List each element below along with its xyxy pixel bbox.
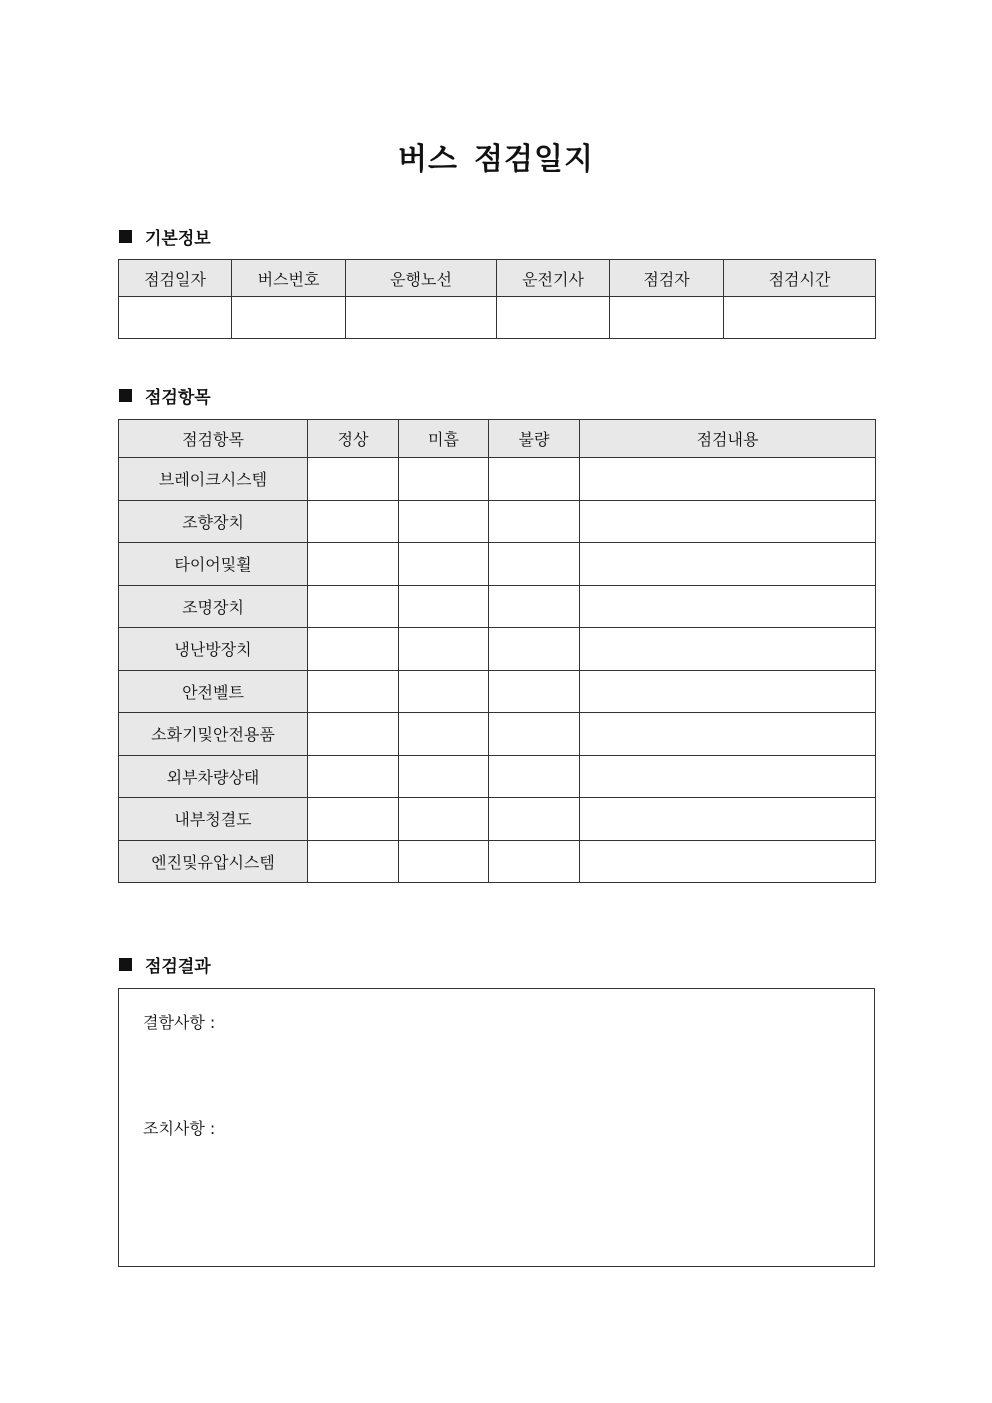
item-label: 조명장치 — [119, 585, 308, 628]
normal-cell[interactable] — [308, 628, 399, 671]
defective-cell[interactable] — [489, 798, 580, 841]
normal-cell[interactable] — [308, 840, 399, 883]
table-row — [119, 297, 876, 339]
defective-cell[interactable] — [489, 585, 580, 628]
square-bullet-icon — [119, 389, 132, 402]
inspection-items-table — [118, 419, 876, 883]
col-header-inspection-date: 점검일자 — [119, 260, 232, 297]
normal-cell[interactable] — [308, 755, 399, 798]
details-cell[interactable] — [580, 458, 876, 501]
col-header-normal: 정상 — [308, 420, 399, 458]
normal-cell[interactable] — [308, 500, 399, 543]
normal-cell[interactable] — [308, 458, 399, 501]
col-header-insufficient: 미흡 — [399, 420, 489, 458]
actions-label: 조치사항 : — [143, 1119, 216, 1138]
section-basic-info-heading — [119, 224, 211, 249]
col-header-route: 운행노선 — [346, 260, 497, 297]
details-cell[interactable] — [580, 543, 876, 586]
insufficient-cell[interactable] — [399, 713, 489, 756]
details-cell[interactable] — [580, 798, 876, 841]
item-label: 외부차량상태 — [119, 755, 308, 798]
details-cell[interactable] — [580, 500, 876, 543]
inspection-date-field[interactable] — [119, 297, 232, 339]
table-row — [119, 585, 876, 628]
table-row — [119, 840, 876, 883]
item-label: 냉난방장치 — [119, 628, 308, 671]
square-bullet-icon — [119, 958, 132, 971]
insufficient-cell[interactable] — [399, 628, 489, 671]
details-cell[interactable] — [580, 628, 876, 671]
insufficient-cell[interactable] — [399, 755, 489, 798]
section-result-heading — [119, 952, 211, 977]
normal-cell[interactable] — [308, 543, 399, 586]
page-title — [0, 134, 992, 178]
item-label: 엔진및유압시스템 — [119, 840, 308, 883]
normal-cell[interactable] — [308, 713, 399, 756]
details-cell[interactable] — [580, 585, 876, 628]
item-label: 소화기및안전용품 — [119, 713, 308, 756]
details-cell[interactable] — [580, 670, 876, 713]
normal-cell[interactable] — [308, 670, 399, 713]
col-header-bus-number: 버스번호 — [232, 260, 346, 297]
item-label: 조향장치 — [119, 500, 308, 543]
defective-cell[interactable] — [489, 713, 580, 756]
insufficient-cell[interactable] — [399, 840, 489, 883]
col-header-driver: 운전기사 — [497, 260, 610, 297]
result-box[interactable] — [118, 988, 875, 1267]
defective-cell[interactable] — [489, 628, 580, 671]
defective-cell[interactable] — [489, 458, 580, 501]
details-cell[interactable] — [580, 713, 876, 756]
insufficient-cell[interactable] — [399, 500, 489, 543]
item-label: 안전벨트 — [119, 670, 308, 713]
basic-info-table — [118, 259, 876, 339]
table-row — [119, 500, 876, 543]
table-row — [119, 670, 876, 713]
title-word-log: 점검일지 — [474, 142, 594, 177]
section-title: 점검항목 — [145, 388, 211, 408]
col-header-details: 점검내용 — [580, 420, 876, 458]
inspection-time-field[interactable] — [724, 297, 876, 339]
table-header-row — [119, 260, 876, 297]
title-word-bus: 버스 — [398, 142, 459, 177]
defects-label: 결함사항 : — [143, 1013, 216, 1032]
insufficient-cell[interactable] — [399, 798, 489, 841]
defective-cell[interactable] — [489, 500, 580, 543]
details-cell[interactable] — [580, 840, 876, 883]
defective-cell[interactable] — [489, 670, 580, 713]
item-label: 타이어및휠 — [119, 543, 308, 586]
insufficient-cell[interactable] — [399, 585, 489, 628]
defective-cell[interactable] — [489, 755, 580, 798]
bus-number-field[interactable] — [232, 297, 346, 339]
col-header-inspection-time: 점검시간 — [724, 260, 876, 297]
col-header-item: 점검항목 — [119, 420, 308, 458]
route-field[interactable] — [346, 297, 497, 339]
defective-cell[interactable] — [489, 840, 580, 883]
normal-cell[interactable] — [308, 798, 399, 841]
normal-cell[interactable] — [308, 585, 399, 628]
square-bullet-icon — [119, 230, 132, 243]
table-row — [119, 713, 876, 756]
details-cell[interactable] — [580, 755, 876, 798]
section-title: 점검결과 — [145, 957, 211, 977]
item-label: 내부청결도 — [119, 798, 308, 841]
insufficient-cell[interactable] — [399, 670, 489, 713]
col-header-inspector: 점검자 — [610, 260, 724, 297]
section-inspection-items-heading — [119, 383, 211, 408]
table-row — [119, 755, 876, 798]
section-title: 기본정보 — [145, 229, 211, 249]
table-row — [119, 543, 876, 586]
driver-field[interactable] — [497, 297, 610, 339]
table-header-row — [119, 420, 876, 458]
inspector-field[interactable] — [610, 297, 724, 339]
insufficient-cell[interactable] — [399, 458, 489, 501]
item-label: 브레이크시스템 — [119, 458, 308, 501]
insufficient-cell[interactable] — [399, 543, 489, 586]
col-header-defective: 불량 — [489, 420, 580, 458]
table-row — [119, 798, 876, 841]
table-row — [119, 458, 876, 501]
defective-cell[interactable] — [489, 543, 580, 586]
table-row — [119, 628, 876, 671]
